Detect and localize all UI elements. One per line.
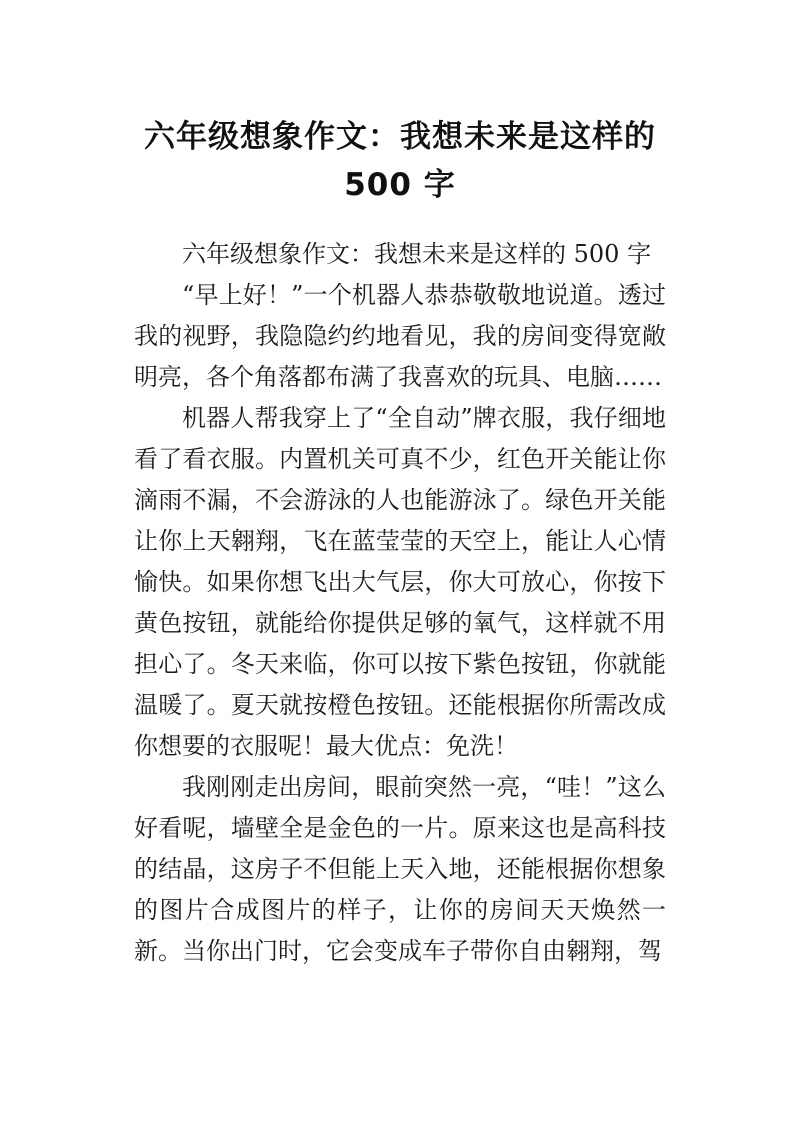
document-body <box>134 234 666 972</box>
paragraph-3: 我刚刚走出房间，眼前突然一亮，“哇！”这么好看呢，墙壁全是金色的一片。原来这也是高科技的结晶，这房子不但能上天入地，还能根据你想象的图片合成图片的样子，让你的房间天天焕然一新。当你出门时，它会变成车子带你自由翱翔，驾 <box>134 773 666 965</box>
paragraph-1: “早上好！”一个机器人恭恭敬敬地说道。透过我的视野，我隐隐约约地看见，我的房间变得宽敞明亮，各个角落都布满了我喜欢的玩具、电脑…… <box>134 281 666 391</box>
paragraph-2: 机器人帮我穿上了“全自动”牌衣服，我仔细地看了看衣服。内置机关可真不少，红色开关能让你滴雨不漏，不会游泳的人也能游泳了。绿色开关能让你上天翱翔，飞在蓝莹莹的天空上，能让人心情愉快。如果你想飞出大气层，你大可放心，你按下黄色按钮，就能给你提供足够的氧气，这样就不用担心了。冬天来临，你可以按下紫色按钮，你就能温暖了。夏天就按橙色按钮。还能根据你所需改成你想要的衣服呢！最大优点：免洗！ <box>134 404 666 760</box>
paragraph-subtitle: 六年级想象作文：我想未来是这样的 500 字 <box>182 240 652 268</box>
document-title <box>100 113 700 209</box>
title-line-1: 六年级想象作文：我想未来是这样的 <box>144 118 656 155</box>
title-line-2: 500 字 <box>344 166 456 203</box>
